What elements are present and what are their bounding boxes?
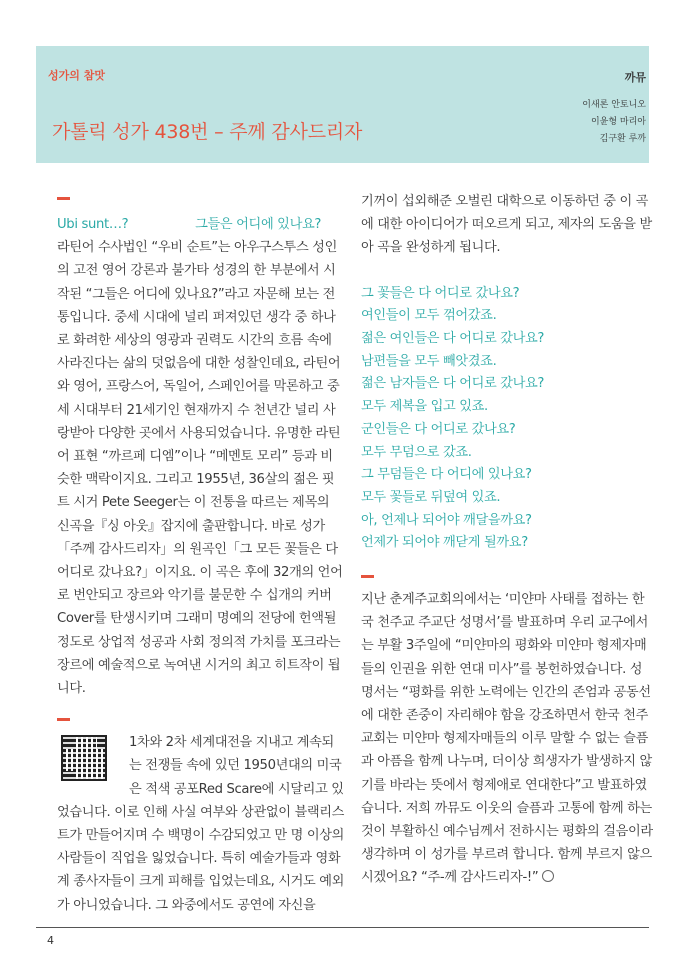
- section-divider: [57, 718, 70, 721]
- credit-1: 이새론 안토니오: [582, 100, 646, 110]
- credit-3: 김구환 루까: [599, 134, 646, 144]
- qr-section: [57, 731, 345, 917]
- lyric-line: 그 꽃들은 다 어디로 갔나요?: [361, 285, 520, 301]
- lyric-line: 여인들이 모두 꺾어갔죠.: [361, 308, 497, 324]
- page-number: 4: [47, 934, 54, 947]
- left-paragraph-2: 1차와 2차 세계대전을 지내고 계속되는 전쟁들 속에 있던 1950년대의 미국은 적색 공포Red Scare에 시달리고 있었습니다. 이로 인해 사실 여부와 상관없이 블랙리스트가 만들어지며 수 백명이 수감되었고 만 명 이상의 사람들이 직업을 잃었습니다. 특히 예술가들과 영화계 종사자들이 크게 피해를 입었는데요, 시거도 예외가 아니었습니다. 그 와중에서도 공연에 자신을: [57, 735, 345, 913]
- lyric-line: 그 무덤들은 다 어디에 있나요?: [361, 467, 532, 483]
- section-label: 성가의 참맛: [48, 69, 105, 82]
- lyric-line: 아, 언제나 되어야 깨달을까요?: [361, 512, 532, 528]
- lyric-line: 모두 제복을 입고 있죠.: [361, 399, 488, 415]
- left-paragraph-1: 라틴어 수사법인 “우비 순트”는 아우구스투스 성인의 고전 영어 강론과 불가타 성경의 한 부분에서 시작된 “그들은 어디에 있나요?”라고 자문해 보는 전통입니다. 중세 시대에 널리 퍼져있던 생각 중 하나로 화려한 세상의 영광과 권력도 시간의 흐름 속에 사라진다는 삶의 덧없음에 대한 성찰인데요, 라틴어와 영어, 프랑스어, 독일어, 스페인어를 막론하고 중세 시대부터 21세기인 현재까지 수 천년간 널리 사랑받아 다양한 곳에서 사용되었습니다. 유명한 라틴어 표현 “까르페 디엠”이나 “메멘토 모리” 등과 비슷한 맥락이지요. 그리고 1955년, 36살의 젊은 핏트 시거 Pete Seeger는 이 전통을 따르는 제목의 신곡을『싱 아웃』잡지에 출판합니다. 바로 성가「주께 감사드리자」의 원곡인「그 모든 꽃들은 다 어디로 갔나요?」이지요. 이 곡은 후에 32개의 언어로 번안되고 장르와 악기를 불문한 수 십개의 커버Cover를 탄생시키며 그래미 명예의 전당에 헌액될 정도로 상업적 성공과 사회 정의적 가치를 포크라는 장르에 예술적으로 녹여낸 시거의 최고 히트작이 됩니다.: [57, 240, 343, 697]
- lyric-line: 모두 무덤으로 갔죠.: [361, 444, 472, 460]
- lyric-line: 군인들은 다 어디로 갔나요?: [361, 421, 516, 437]
- lyric-line: 젊은 여인들은 다 어디로 갔나요?: [361, 331, 545, 347]
- section-divider: [361, 575, 374, 578]
- header-band: [36, 46, 649, 163]
- end-mark-icon: [542, 870, 554, 882]
- lyrics-block: [361, 283, 654, 555]
- right-paragraph-2-text: 지난 춘계주교회의에서는 ‘미얀마 사태를 접하는 한국 천주교 주교단 성명서’를 발표하며 우리 교구에서는 부활 3주일에 “미얀마의 평화와 미얀마 형제자매들의 인권을 위한 연대 미사”를 봉헌하였습니다. 성명서는 “평화를 위한 노력에는 인간의 존엄과 공동선에 대한 존중이 자리해야 함을 강조하면서 한국 천주교회는 미얀마 형제자매들의 이루 말할 수 없는 슬픔과 아픔을 함께 나누며, 더이상 희생자가 발생하지 않기를 바라는 뜻에서 형제애로 연대한다”고 발표하였습니다. 저희 까뮤도 이웃의 슬픔과 고통에 함께 하는 것이 부활하신 예수님께서 전하시는 평화의 걸음이라 생각하며 이 성가를 부르려 합니다. 함께 부르지 않으시겠어요? “주-께 감사드리자-!”: [361, 592, 653, 886]
- right-paragraph-1: 기꺼이 섭외해준 오벌린 대학으로 이동하던 중 이 곡에 대한 아이디어가 떠오르게 되고, 제자의 도움을 받아 곡을 완성하게 됩니다.: [361, 194, 652, 256]
- ubi-latin: Ubi sunt…?: [57, 217, 129, 232]
- right-column: [361, 188, 654, 890]
- lyric-line: 모두 꽃들로 뒤덮여 있죠.: [361, 489, 501, 505]
- credit-2: 이윤형 마리아: [590, 117, 646, 127]
- lyric-line: 젊은 남자들은 다 어디로 갔나요?: [361, 376, 545, 392]
- page-title: 가톨릭 성가 438번 – 주께 감사드리자: [52, 121, 363, 143]
- lyric-line: 남편들을 모두 빼앗겼죠.: [361, 353, 497, 369]
- ubi-sunt-heading: [57, 213, 345, 236]
- left-column: [57, 188, 345, 917]
- right-paragraph-2: [361, 588, 654, 890]
- footer-rule: [36, 927, 649, 928]
- lyric-line: 언제가 되어야 깨닫게 될까요?: [361, 535, 528, 551]
- brand-name: 까뮤: [624, 71, 646, 84]
- section-divider: [57, 197, 70, 200]
- credits: [582, 97, 646, 148]
- ubi-korean: 그들은 어디에 있나요?: [195, 217, 321, 232]
- qr-code-icon[interactable]: [61, 735, 107, 781]
